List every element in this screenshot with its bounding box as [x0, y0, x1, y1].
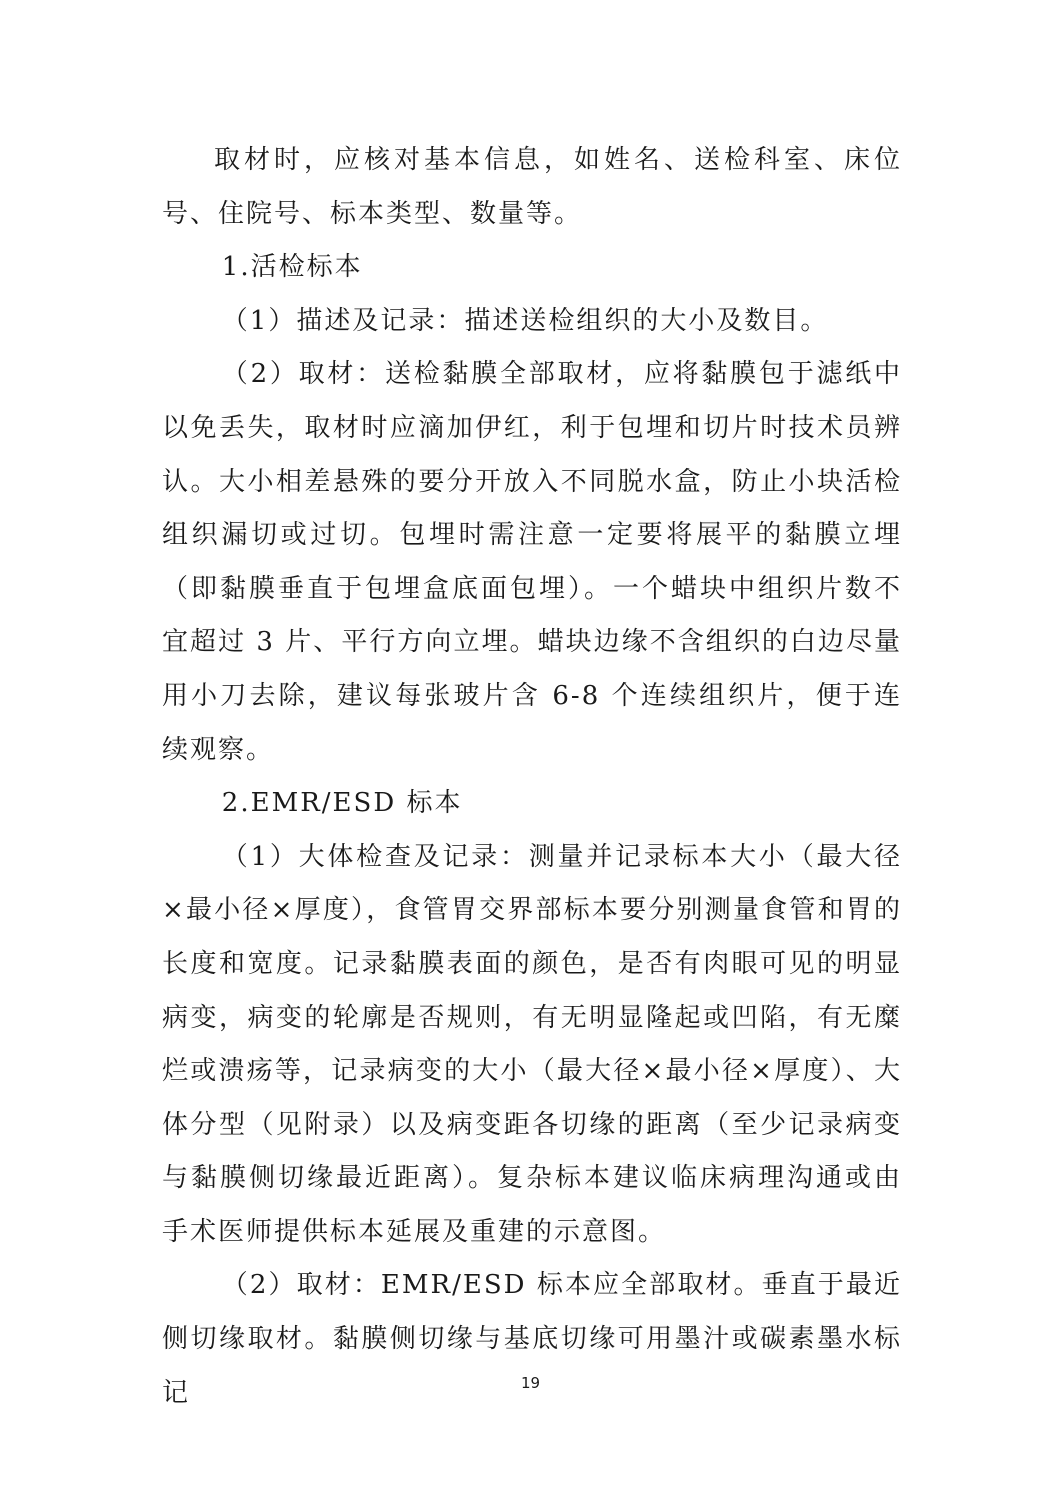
section-heading-biopsy: 1.活检标本: [221, 252, 363, 283]
body-text: [162, 134, 902, 1420]
page-number: 19: [520, 1374, 541, 1392]
section-heading-emr-esd: 2.EMR/ESD 标本: [221, 788, 463, 819]
paragraph-emr-gross-exam: （1）大体检查及记录：测量并记录标本大小（最大径×最小径×厚度），食管胃交界部标本要分别测量食管和胃的长度和宽度。记录黏膜表面的颜色，是否有肉眼可见的明显病变，病变的轮廓是否规则，有无明显隆起或凹陷，有无糜烂或溃疡等，记录病变的大小（最大径×最小径×厚度）、大体分型（见附录）以及病变距各切缘的距离（至少记录病变与黏膜侧切缘最近距离）。复杂标本建议临床病理沟通或由手术医师提供标本延展及重建的示意图。: [162, 841, 902, 1247]
paragraph-emr-sampling: （2）取材：EMR/ESD 标本应全部取材。垂直于最近侧切缘取材。黏膜侧切缘与基底切缘可用墨汁或碳素墨水标记: [162, 1270, 902, 1408]
paragraph-biopsy-description: （1）描述及记录：描述送检组织的大小及数目。: [221, 305, 829, 336]
paragraph-biopsy-sampling: （2）取材：送检黏膜全部取材，应将黏膜包于滤纸中以免丢失，取材时应滴加伊红，利于包埋和切片时技术员辨认。大小相差悬殊的要分开放入不同脱水盒，防止小块活检组织漏切或过切。包埋时需注意一定要将展平的黏膜立埋（即黏膜垂直于包埋盒底面包埋）。一个蜡块中组织片数不宜超过 3 片、平行方向立埋。蜡块边缘不含组织的白边尽量用小刀去除，建议每张玻片含 6-8 个连续组织片，便于连续观察。: [162, 359, 902, 765]
paragraph-intro: 取材时，应核对基本信息，如姓名、送检科室、床位号、住院号、标本类型、数量等。: [162, 145, 902, 229]
